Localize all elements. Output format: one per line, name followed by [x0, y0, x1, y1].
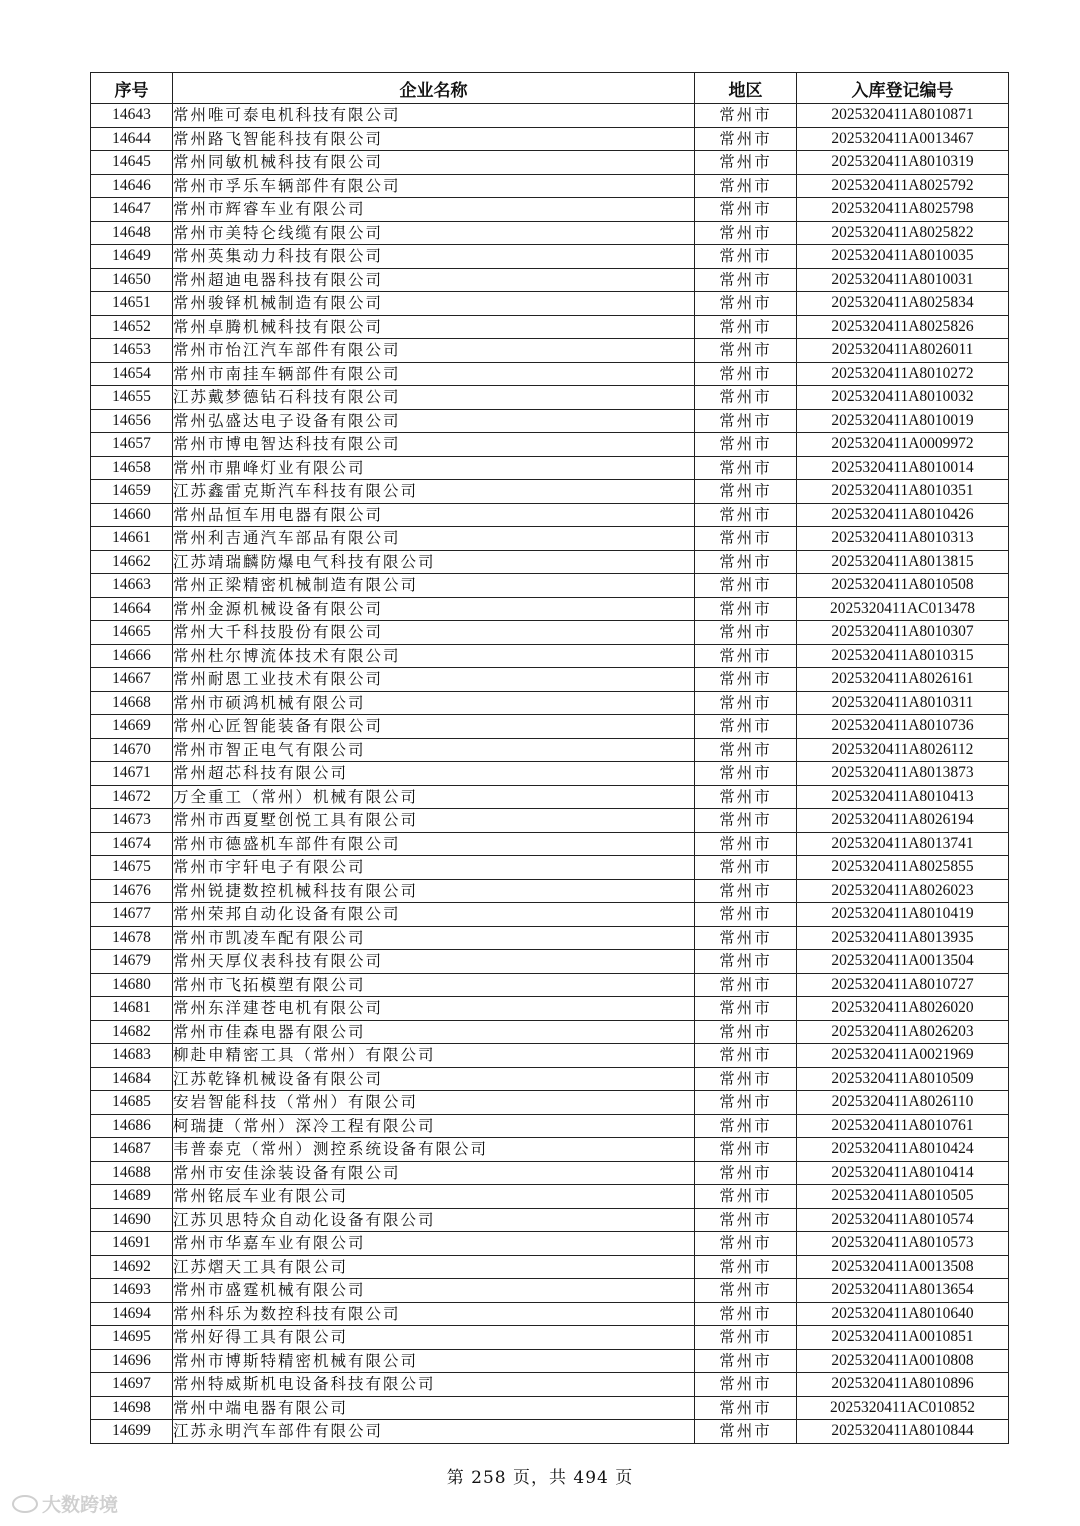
cell-region: 常州市 [695, 973, 797, 997]
table-row [91, 1373, 1009, 1397]
cell-region: 常州市 [695, 104, 797, 128]
cell-registration-number: 2025320411A8010573 [797, 1232, 1009, 1256]
cell-company-name: 常州卓腾机械科技有限公司 [173, 315, 695, 339]
cell-registration-number: 2025320411A8025834 [797, 292, 1009, 316]
cell-serial-number: 14691 [91, 1232, 173, 1256]
cell-registration-number: 2025320411A8013741 [797, 832, 1009, 856]
cell-serial-number: 14664 [91, 597, 173, 621]
table-row [91, 903, 1009, 927]
cell-region: 常州市 [695, 1255, 797, 1279]
cell-registration-number: 2025320411A8010031 [797, 268, 1009, 292]
cell-registration-number: 2025320411A8010424 [797, 1138, 1009, 1162]
page-number-footer: 第 258 页，共 494 页 [446, 1468, 634, 1488]
cell-company-name: 常州金源机械设备有限公司 [173, 597, 695, 621]
cell-region: 常州市 [695, 762, 797, 786]
cell-registration-number: 2025320411A0021969 [797, 1044, 1009, 1068]
table-row [91, 1020, 1009, 1044]
cell-company-name: 江苏乾锋机械设备有限公司 [173, 1067, 695, 1091]
cell-company-name: 常州市盛霆机械有限公司 [173, 1279, 695, 1303]
cell-registration-number: 2025320411A8026020 [797, 997, 1009, 1021]
table-row [91, 973, 1009, 997]
cell-company-name: 常州市孚乐车辆部件有限公司 [173, 174, 695, 198]
cell-company-name: 韦普泰克（常州）测控系统设备有限公司 [173, 1138, 695, 1162]
cell-serial-number: 14653 [91, 339, 173, 363]
cell-registration-number: 2025320411AC013478 [797, 597, 1009, 621]
cell-registration-number: 2025320411A8026203 [797, 1020, 1009, 1044]
cell-registration-number: 2025320411A8010351 [797, 480, 1009, 504]
cell-serial-number: 14654 [91, 362, 173, 386]
table-row [91, 1326, 1009, 1350]
cell-serial-number: 14678 [91, 926, 173, 950]
cell-region: 常州市 [695, 668, 797, 692]
cell-registration-number: 2025320411A8013873 [797, 762, 1009, 786]
cell-company-name: 江苏熠天工具有限公司 [173, 1255, 695, 1279]
table-row [91, 762, 1009, 786]
table-row [91, 1138, 1009, 1162]
cell-serial-number: 14648 [91, 221, 173, 245]
cell-registration-number: 2025320411A0010851 [797, 1326, 1009, 1350]
cell-region: 常州市 [695, 433, 797, 457]
cell-company-name: 常州品恒车用电器有限公司 [173, 503, 695, 527]
cell-company-name: 常州科乐为数控科技有限公司 [173, 1302, 695, 1326]
cell-region: 常州市 [695, 1373, 797, 1397]
cell-registration-number: 2025320411A8010272 [797, 362, 1009, 386]
cell-company-name: 常州市飞拓模塑有限公司 [173, 973, 695, 997]
cell-serial-number: 14674 [91, 832, 173, 856]
cell-serial-number: 14660 [91, 503, 173, 527]
table-row [91, 527, 1009, 551]
cell-registration-number: 2025320411A8010419 [797, 903, 1009, 927]
cell-company-name: 常州同敏机械科技有限公司 [173, 151, 695, 175]
table-row [91, 198, 1009, 222]
cell-region: 常州市 [695, 903, 797, 927]
table-row [91, 785, 1009, 809]
cell-registration-number: 2025320411A0010808 [797, 1349, 1009, 1373]
table-row [91, 1044, 1009, 1068]
cell-serial-number: 14666 [91, 644, 173, 668]
header-company-name: 企业名称 [173, 73, 695, 104]
cell-region: 常州市 [695, 174, 797, 198]
cell-registration-number: 2025320411A8010313 [797, 527, 1009, 551]
cell-registration-number: 2025320411A8010035 [797, 245, 1009, 269]
cell-serial-number: 14698 [91, 1396, 173, 1420]
cell-registration-number: 2025320411A8025855 [797, 856, 1009, 880]
table-header-row [91, 73, 1009, 104]
cell-serial-number: 14656 [91, 409, 173, 433]
table-row [91, 174, 1009, 198]
cell-region: 常州市 [695, 151, 797, 175]
cell-region: 常州市 [695, 1020, 797, 1044]
cell-serial-number: 14672 [91, 785, 173, 809]
table-row [91, 1279, 1009, 1303]
cell-company-name: 常州市德盛机车部件有限公司 [173, 832, 695, 856]
table-row [91, 245, 1009, 269]
cell-region: 常州市 [695, 1420, 797, 1444]
cell-company-name: 常州超芯科技有限公司 [173, 762, 695, 786]
cell-company-name: 常州市佳森电器有限公司 [173, 1020, 695, 1044]
cell-registration-number: 2025320411A8010014 [797, 456, 1009, 480]
table-row [91, 221, 1009, 245]
cell-region: 常州市 [695, 480, 797, 504]
cell-company-name: 江苏鑫雷克斯汽车科技有限公司 [173, 480, 695, 504]
cell-company-name: 常州市美特仑线缆有限公司 [173, 221, 695, 245]
cell-region: 常州市 [695, 738, 797, 762]
cell-region: 常州市 [695, 127, 797, 151]
cell-serial-number: 14687 [91, 1138, 173, 1162]
cell-company-name: 常州市西夏墅创悦工具有限公司 [173, 809, 695, 833]
table-row [91, 433, 1009, 457]
cell-registration-number: 2025320411A8010426 [797, 503, 1009, 527]
cell-company-name: 常州特威斯机电设备科技有限公司 [173, 1373, 695, 1397]
cell-region: 常州市 [695, 527, 797, 551]
table-row [91, 550, 1009, 574]
cell-region: 常州市 [695, 245, 797, 269]
cell-registration-number: 2025320411A8010574 [797, 1208, 1009, 1232]
table-row [91, 950, 1009, 974]
cell-registration-number: 2025320411A8026112 [797, 738, 1009, 762]
cell-company-name: 常州荣邦自动化设备有限公司 [173, 903, 695, 927]
cell-serial-number: 14696 [91, 1349, 173, 1373]
cell-company-name: 江苏靖瑞麟防爆电气科技有限公司 [173, 550, 695, 574]
cell-region: 常州市 [695, 621, 797, 645]
cell-registration-number: 2025320411A8026110 [797, 1091, 1009, 1115]
table-row [91, 621, 1009, 645]
cell-company-name: 江苏贝思特众自动化设备有限公司 [173, 1208, 695, 1232]
watermark-logo-icon [12, 1495, 38, 1513]
table-row [91, 1302, 1009, 1326]
table-row [91, 1420, 1009, 1444]
cell-serial-number: 14692 [91, 1255, 173, 1279]
cell-serial-number: 14658 [91, 456, 173, 480]
cell-registration-number: 2025320411A8013815 [797, 550, 1009, 574]
cell-serial-number: 14677 [91, 903, 173, 927]
cell-region: 常州市 [695, 597, 797, 621]
cell-registration-number: 2025320411A8010315 [797, 644, 1009, 668]
cell-serial-number: 14688 [91, 1161, 173, 1185]
cell-region: 常州市 [695, 386, 797, 410]
cell-region: 常州市 [695, 879, 797, 903]
cell-registration-number: 2025320411A8010319 [797, 151, 1009, 175]
cell-registration-number: 2025320411A8010871 [797, 104, 1009, 128]
table-body [91, 104, 1009, 1444]
table-row [91, 1067, 1009, 1091]
table-row [91, 1091, 1009, 1115]
cell-registration-number: 2025320411A8010761 [797, 1114, 1009, 1138]
cell-region: 常州市 [695, 456, 797, 480]
cell-registration-number: 2025320411A8010736 [797, 715, 1009, 739]
cell-region: 常州市 [695, 221, 797, 245]
table-row [91, 997, 1009, 1021]
cell-company-name: 常州超迪电器科技有限公司 [173, 268, 695, 292]
cell-region: 常州市 [695, 550, 797, 574]
table-row [91, 1396, 1009, 1420]
cell-company-name: 常州市南挂车辆部件有限公司 [173, 362, 695, 386]
table-row [91, 1161, 1009, 1185]
cell-serial-number: 14673 [91, 809, 173, 833]
cell-company-name: 常州弘盛达电子设备有限公司 [173, 409, 695, 433]
cell-company-name: 常州市辉睿车业有限公司 [173, 198, 695, 222]
cell-serial-number: 14681 [91, 997, 173, 1021]
cell-company-name: 常州杜尔博流体技术有限公司 [173, 644, 695, 668]
cell-serial-number: 14649 [91, 245, 173, 269]
watermark-text: 大数跨境 [42, 1494, 119, 1516]
cell-serial-number: 14667 [91, 668, 173, 692]
table-row [91, 292, 1009, 316]
cell-region: 常州市 [695, 1232, 797, 1256]
cell-registration-number: 2025320411A8010413 [797, 785, 1009, 809]
cell-registration-number: 2025320411A8026161 [797, 668, 1009, 692]
cell-company-name: 常州耐恩工业技术有限公司 [173, 668, 695, 692]
table-row [91, 127, 1009, 151]
cell-registration-number: 2025320411A8010509 [797, 1067, 1009, 1091]
table-row [91, 1255, 1009, 1279]
table-row [91, 715, 1009, 739]
cell-serial-number: 14669 [91, 715, 173, 739]
cell-region: 常州市 [695, 409, 797, 433]
cell-registration-number: 2025320411A8026194 [797, 809, 1009, 833]
cell-registration-number: 2025320411A8010311 [797, 691, 1009, 715]
cell-serial-number: 14684 [91, 1067, 173, 1091]
cell-region: 常州市 [695, 198, 797, 222]
cell-company-name: 安岩智能科技（常州）有限公司 [173, 1091, 695, 1115]
cell-serial-number: 14652 [91, 315, 173, 339]
cell-registration-number: 2025320411A8026011 [797, 339, 1009, 363]
cell-region: 常州市 [695, 339, 797, 363]
table-row [91, 503, 1009, 527]
cell-company-name: 常州市华嘉车业有限公司 [173, 1232, 695, 1256]
cell-registration-number: 2025320411A0013504 [797, 950, 1009, 974]
table-row [91, 339, 1009, 363]
cell-region: 常州市 [695, 268, 797, 292]
cell-company-name: 常州市博斯特精密机械有限公司 [173, 1349, 695, 1373]
cell-company-name: 常州东洋建苍电机有限公司 [173, 997, 695, 1021]
table-row [91, 597, 1009, 621]
cell-registration-number: 2025320411A8025798 [797, 198, 1009, 222]
table-row [91, 691, 1009, 715]
table-row [91, 1349, 1009, 1373]
cell-company-name: 常州市硕鸿机械有限公司 [173, 691, 695, 715]
cell-region: 常州市 [695, 926, 797, 950]
cell-region: 常州市 [695, 574, 797, 598]
header-serial-number: 序号 [91, 73, 173, 104]
cell-registration-number: 2025320411A8013935 [797, 926, 1009, 950]
cell-company-name: 柯瑞捷（常州）深冷工程有限公司 [173, 1114, 695, 1138]
cell-registration-number: 2025320411A8010640 [797, 1302, 1009, 1326]
cell-serial-number: 14644 [91, 127, 173, 151]
cell-company-name: 江苏戴梦德钻石科技有限公司 [173, 386, 695, 410]
cell-company-name: 常州市智正电气有限公司 [173, 738, 695, 762]
table-row [91, 268, 1009, 292]
cell-region: 常州市 [695, 362, 797, 386]
cell-region: 常州市 [695, 1114, 797, 1138]
cell-region: 常州市 [695, 950, 797, 974]
cell-serial-number: 14685 [91, 1091, 173, 1115]
cell-registration-number: 2025320411A8010896 [797, 1373, 1009, 1397]
cell-region: 常州市 [695, 292, 797, 316]
cell-serial-number: 14657 [91, 433, 173, 457]
cell-region: 常州市 [695, 1185, 797, 1209]
cell-company-name: 常州天厚仪表科技有限公司 [173, 950, 695, 974]
cell-company-name: 常州唯可泰电机科技有限公司 [173, 104, 695, 128]
cell-company-name: 常州中端电器有限公司 [173, 1396, 695, 1420]
cell-serial-number: 14668 [91, 691, 173, 715]
cell-registration-number: 2025320411A8025822 [797, 221, 1009, 245]
cell-registration-number: 2025320411A8013654 [797, 1279, 1009, 1303]
table-row [91, 832, 1009, 856]
cell-registration-number: 2025320411A8025792 [797, 174, 1009, 198]
cell-company-name: 常州心匠智能装备有限公司 [173, 715, 695, 739]
cell-serial-number: 14647 [91, 198, 173, 222]
header-registration-number: 入库登记编号 [797, 73, 1009, 104]
cell-region: 常州市 [695, 1396, 797, 1420]
table-row [91, 668, 1009, 692]
cell-serial-number: 14682 [91, 1020, 173, 1044]
cell-registration-number: 2025320411A8025826 [797, 315, 1009, 339]
cell-registration-number: 2025320411AC010852 [797, 1396, 1009, 1420]
cell-company-name: 常州铭辰车业有限公司 [173, 1185, 695, 1209]
cell-company-name: 万全重工（常州）机械有限公司 [173, 785, 695, 809]
cell-company-name: 常州市宇轩电子有限公司 [173, 856, 695, 880]
cell-region: 常州市 [695, 644, 797, 668]
cell-serial-number: 14661 [91, 527, 173, 551]
table-row [91, 1114, 1009, 1138]
cell-company-name: 常州英集动力科技有限公司 [173, 245, 695, 269]
cell-region: 常州市 [695, 1302, 797, 1326]
table-row [91, 644, 1009, 668]
cell-region: 常州市 [695, 691, 797, 715]
cell-serial-number: 14646 [91, 174, 173, 198]
table-row [91, 856, 1009, 880]
cell-company-name: 常州市怡江汽车部件有限公司 [173, 339, 695, 363]
table-row [91, 1185, 1009, 1209]
cell-region: 常州市 [695, 1326, 797, 1350]
cell-serial-number: 14679 [91, 950, 173, 974]
table-row [91, 809, 1009, 833]
cell-region: 常州市 [695, 785, 797, 809]
table-row [91, 879, 1009, 903]
cell-company-name: 常州市凯凌车配有限公司 [173, 926, 695, 950]
cell-region: 常州市 [695, 315, 797, 339]
cell-serial-number: 14643 [91, 104, 173, 128]
cell-company-name: 常州大千科技股份有限公司 [173, 621, 695, 645]
cell-registration-number: 2025320411A8010414 [797, 1161, 1009, 1185]
cell-company-name: 常州骏铎机械制造有限公司 [173, 292, 695, 316]
cell-region: 常州市 [695, 1349, 797, 1373]
cell-serial-number: 14675 [91, 856, 173, 880]
cell-region: 常州市 [695, 503, 797, 527]
cell-serial-number: 14670 [91, 738, 173, 762]
cell-registration-number: 2025320411A0013467 [797, 127, 1009, 151]
cell-serial-number: 14651 [91, 292, 173, 316]
cell-serial-number: 14694 [91, 1302, 173, 1326]
cell-region: 常州市 [695, 1279, 797, 1303]
table-row [91, 315, 1009, 339]
cell-region: 常州市 [695, 1138, 797, 1162]
cell-serial-number: 14645 [91, 151, 173, 175]
table-row [91, 409, 1009, 433]
cell-serial-number: 14665 [91, 621, 173, 645]
cell-company-name: 常州正梁精密机械制造有限公司 [173, 574, 695, 598]
table-row [91, 738, 1009, 762]
cell-region: 常州市 [695, 715, 797, 739]
cell-serial-number: 14693 [91, 1279, 173, 1303]
table-row [91, 926, 1009, 950]
cell-company-name: 常州锐捷数控机械科技有限公司 [173, 879, 695, 903]
cell-region: 常州市 [695, 1091, 797, 1115]
cell-company-name: 柳赴申精密工具（常州）有限公司 [173, 1044, 695, 1068]
cell-serial-number: 14683 [91, 1044, 173, 1068]
header-region: 地区 [695, 73, 797, 104]
cell-company-name: 常州利吉通汽车部品有限公司 [173, 527, 695, 551]
cell-serial-number: 14662 [91, 550, 173, 574]
table-row [91, 1232, 1009, 1256]
table-row [91, 456, 1009, 480]
cell-serial-number: 14680 [91, 973, 173, 997]
cell-serial-number: 14676 [91, 879, 173, 903]
cell-serial-number: 14699 [91, 1420, 173, 1444]
cell-company-name: 常州市安佳涂装设备有限公司 [173, 1161, 695, 1185]
cell-company-name: 常州好得工具有限公司 [173, 1326, 695, 1350]
cell-registration-number: 2025320411A8010508 [797, 574, 1009, 598]
cell-registration-number: 2025320411A0009972 [797, 433, 1009, 457]
cell-registration-number: 2025320411A0013508 [797, 1255, 1009, 1279]
table-row [91, 386, 1009, 410]
cell-region: 常州市 [695, 832, 797, 856]
table-row [91, 480, 1009, 504]
table-row [91, 1208, 1009, 1232]
cell-registration-number: 2025320411A8010505 [797, 1185, 1009, 1209]
cell-company-name: 常州市博电智达科技有限公司 [173, 433, 695, 457]
table-row [91, 362, 1009, 386]
cell-registration-number: 2025320411A8026023 [797, 879, 1009, 903]
cell-registration-number: 2025320411A8010019 [797, 409, 1009, 433]
cell-company-name: 江苏永明汽车部件有限公司 [173, 1420, 695, 1444]
enterprise-register-table [90, 72, 1009, 1444]
table-row [91, 151, 1009, 175]
cell-registration-number: 2025320411A8010727 [797, 973, 1009, 997]
cell-serial-number: 14695 [91, 1326, 173, 1350]
cell-region: 常州市 [695, 1044, 797, 1068]
cell-serial-number: 14650 [91, 268, 173, 292]
cell-registration-number: 2025320411A8010032 [797, 386, 1009, 410]
cell-region: 常州市 [695, 997, 797, 1021]
cell-serial-number: 14689 [91, 1185, 173, 1209]
cell-company-name: 常州市鼎峰灯业有限公司 [173, 456, 695, 480]
cell-region: 常州市 [695, 1161, 797, 1185]
cell-company-name: 常州路飞智能科技有限公司 [173, 127, 695, 151]
table-row [91, 104, 1009, 128]
cell-region: 常州市 [695, 809, 797, 833]
table-row [91, 574, 1009, 598]
cell-serial-number: 14690 [91, 1208, 173, 1232]
watermark [12, 1490, 118, 1517]
cell-registration-number: 2025320411A8010307 [797, 621, 1009, 645]
cell-region: 常州市 [695, 1067, 797, 1091]
cell-region: 常州市 [695, 856, 797, 880]
cell-serial-number: 14686 [91, 1114, 173, 1138]
cell-registration-number: 2025320411A8010844 [797, 1420, 1009, 1444]
cell-serial-number: 14659 [91, 480, 173, 504]
cell-serial-number: 14663 [91, 574, 173, 598]
cell-region: 常州市 [695, 1208, 797, 1232]
cell-serial-number: 14671 [91, 762, 173, 786]
cell-serial-number: 14697 [91, 1373, 173, 1397]
cell-serial-number: 14655 [91, 386, 173, 410]
